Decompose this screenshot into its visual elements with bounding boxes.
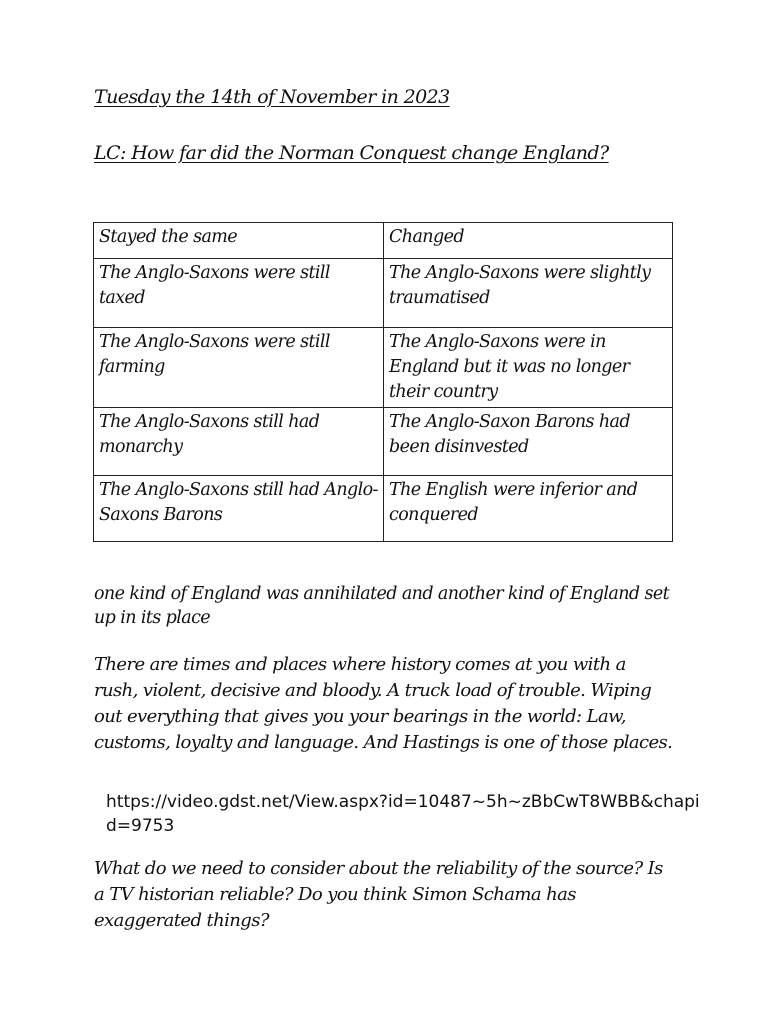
table-cell: The Anglo-Saxons were in England but it was no longer their country: [384, 328, 673, 408]
learning-challenge-heading: LC: How far did the Norman Conquest change England?: [94, 142, 609, 164]
table-cell: The Anglo-Saxons still had monarchy: [94, 408, 384, 476]
comparison-table: [93, 222, 673, 542]
table-cell: The Anglo-Saxons were still farming: [94, 328, 384, 408]
table-cell: The Anglo-Saxons were still taxed: [94, 259, 384, 328]
table-cell: The Anglo-Saxon Barons had been disinvested: [384, 408, 673, 476]
table-cell: The Anglo-Saxons were slightly traumatised: [384, 259, 673, 328]
table-cell: The English were inferior and conquered: [384, 476, 673, 542]
table-row: [94, 259, 673, 328]
video-link[interactable]: https://video.gdst.net/View.aspx?id=10487~5h~zBbCwT8WBB&chapid=9753: [106, 792, 700, 836]
table-row: [94, 328, 673, 408]
table-row: [94, 476, 673, 542]
header-changed: Changed: [384, 223, 673, 259]
table-cell: The Anglo-Saxons still had Anglo-Saxons Barons: [94, 476, 384, 542]
quote-annihilated: one kind of England was annihilated and another kind of England set up in its place: [94, 584, 670, 628]
header-stayed-the-same: Stayed the same: [94, 223, 384, 259]
quote-schama: There are times and places where history comes at you with a rush, violent, decisive and bloody. A truck load of trouble. Wiping out everything that gives you your bearings in the world: Law, customs, loyalty and language. And Hastings is one of those places.: [94, 654, 673, 753]
table-header-row: [94, 223, 673, 259]
table-row: [94, 408, 673, 476]
date-heading: Tuesday the 14th of November in 2023: [94, 86, 450, 108]
reliability-question: What do we need to consider about the reliability of the source? Is a TV historian reliable? Do you think Simon Schama has exaggerated things?: [94, 858, 663, 931]
